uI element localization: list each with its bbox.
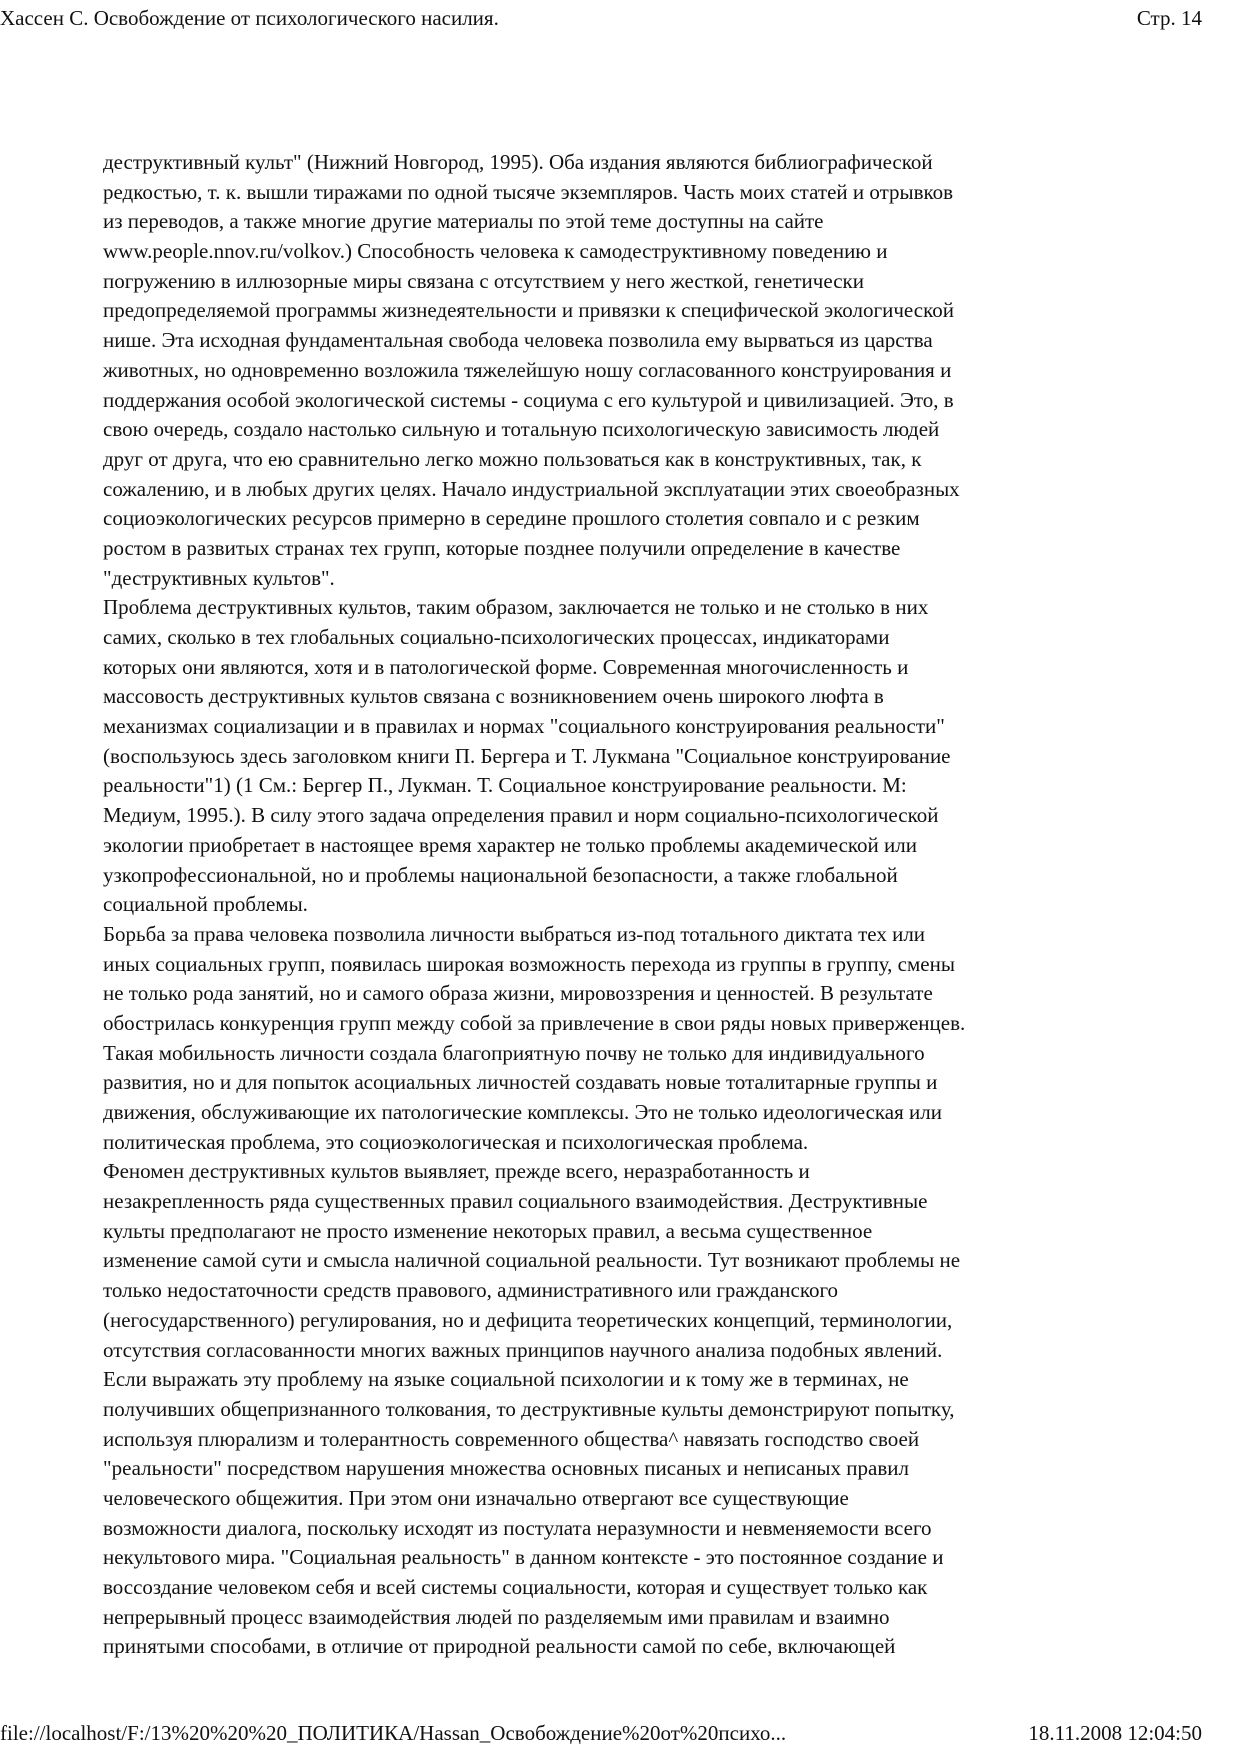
running-header <box>0 6 1202 36</box>
text-line: возможности диалога, поскольку исходят из постулата неразумности и невменяемости всего <box>103 1515 932 1540</box>
text-line: иных социальных групп, появилась широкая возможность перехода из группы в группу, смены <box>103 951 955 976</box>
text-line: Если выражать эту проблему на языке социальной психологии и к тому же в терминах, не <box>103 1367 909 1392</box>
text-line: воссоздание человеком себя и всей системы социальности, которая и существует только как <box>103 1575 928 1599</box>
text-line: из переводов, а также многие другие материалы по этой теме доступны на сайте <box>103 209 824 234</box>
text-line: незакрепленность ряда существенных правил социального взаимодействия. Деструктивные <box>103 1189 928 1214</box>
text-line: Феномен деструктивных культов выявляет, прежде всего, неразработанность и <box>103 1159 810 1184</box>
text-line: используя плюрализм и толерантность современного общества^ навязать господство своей <box>103 1426 920 1451</box>
text-line: предопределяемой программы жизнедеятельности и привязки к специфической экологической <box>103 298 954 323</box>
text-line: механизмах социализации и в правилах и нормах "социального конструирования реальности" <box>103 714 945 739</box>
page-number: Стр. 14 <box>1136 6 1202 30</box>
print-datetime: 18.11.2008 12:04:50 <box>1028 1721 1202 1745</box>
text-line: Проблема деструктивных культов, таким образом, заключается не только и не столько в них <box>103 595 929 620</box>
text-line: отсутствия согласованности многих важных принципов научного анализа подобных явлений. <box>103 1337 943 1362</box>
text-line: социальной проблемы. <box>103 892 308 917</box>
text-line: поддержания особой экологической системы - социума с его культурой и цивилизацией. Это, в <box>103 387 954 412</box>
text-line: реальности"1) (1 См.: Бергер П., Лукман. Т. Социальное конструирование реальности. М: <box>103 773 907 798</box>
text-line: "реальности" посредством нарушения множества основных писаных и неписаных правил <box>103 1456 909 1481</box>
text-line: деструктивный культ" (Нижний Новгород, 1995). Оба издания являются библиографической <box>103 150 933 174</box>
text-line: узкопрофессиональной, но и проблемы национальной безопасности, а также глобальной <box>103 862 898 887</box>
text-line: социоэкологических ресурсов примерно в середине прошлого столетия совпало и с резким <box>103 506 920 531</box>
text-line: (воспользуюсь здесь заголовком книги П. Бергера и Т. Лукмана "Социальное конструирование <box>103 743 951 768</box>
text-line: животных, но одновременно возложила тяжелейшую ношу согласованного конструирования и <box>103 357 952 382</box>
text-line: человеческого общежития. При этом они изначально отвергают все существующие <box>103 1485 849 1510</box>
body-text <box>103 148 1143 1662</box>
text-line: самих, сколько в тех глобальных социально-психологических процессах, индикаторами <box>103 625 890 649</box>
running-footer <box>0 1721 1202 1751</box>
text-line: обострилась конкуренция групп между собой за привлечение в свои ряды новых приверженцев. <box>103 1010 966 1035</box>
text-line: принятыми способами, в отличие от природной реальности самой по себе, включающей <box>103 1634 896 1659</box>
text-line: не только рода занятий, но и самого образа жизни, мировоззрения и ценностей. В результате <box>103 981 933 1006</box>
text-line: нише. Эта исходная фундаментальная свобода человека позволила ему вырваться из царства <box>103 328 933 353</box>
text-line: друг от друга, что ею сравнительно легко можно пользоваться как в конструктивных, так, к <box>103 446 922 471</box>
text-line: Такая мобильность личности создала благоприятную почву не только для индивидуального <box>103 1040 925 1065</box>
text-line: некультового мира. "Социальная реальность" в данном контексте - это постоянное создание и <box>103 1545 944 1570</box>
text-line: которых они являются, хотя и в патологической форме. Современная многочисленность и <box>103 654 909 679</box>
text-line: развития, но и для попыток асоциальных личностей создавать новые тоталитарные группы и <box>103 1070 938 1095</box>
text-line: экологии приобретает в настоящее время характер не только проблемы академической или <box>103 832 918 857</box>
text-line: погружению в иллюзорные миры связана с отсутствием у него жесткой, генетически <box>103 268 864 293</box>
text-line: Борьба за права человека позволила личности выбраться из-под тотального диктата тех или <box>103 921 926 946</box>
text-line: "деструктивных культов". <box>103 565 335 590</box>
text-line: только недостаточности средств правового, административного или гражданского <box>103 1278 839 1303</box>
text-line: www.people.nnov.ru/volkov.) Способность человека к самодеструктивному поведению и <box>103 239 888 264</box>
text-line: ростом в развитых странах тех групп, которые позднее получили определение в качестве <box>103 535 901 560</box>
text-line: Медиум, 1995.). В силу этого задача определения правил и норм социально-психологической <box>103 803 939 828</box>
text-line: культы предполагают не просто изменение некоторых правил, а весьма существенное <box>103 1218 873 1243</box>
document-title: Хассен С. Освобождение от психологического насилия. <box>0 6 499 30</box>
text-line: свою очередь, создало настолько сильную и тотальную психологическую зависимость людей <box>103 417 940 442</box>
file-path: file://localhost/F:/13%20%20%20_ПОЛИТИКА/Hassan_Освобождение%20от%20психо... <box>0 1721 787 1745</box>
text-line: сожалению, и в любых других целях. Начало индустриальной эксплуатации этих своеобразных <box>103 476 960 501</box>
text-line: редкостью, т. к. вышли тиражами по одной тысяче экземпляров. Часть моих статей и отрывков <box>103 179 954 204</box>
text-line: непрерывный процесс взаимодействия людей по разделяемым ими правилам и взаимно <box>103 1604 890 1629</box>
text-line: получивших общепризнанного толкования, то деструктивные культы демонстрируют попытку, <box>103 1396 955 1421</box>
text-line: (негосударственного) регулирования, но и дефицита теоретических концепций, терминологии, <box>103 1307 953 1332</box>
text-line: политическая проблема, это социоэкологическая и психологическая проблема. <box>103 1129 809 1154</box>
text-line: движения, обслуживающие их патологические комплексы. Это не только идеологическая или <box>103 1100 942 1124</box>
text-line: массовость деструктивных культов связана с возникновением очень широкого люфта в <box>103 684 884 709</box>
text-line: изменение самой сути и смысла наличной социальной реальности. Тут возникают проблемы не <box>103 1248 961 1273</box>
